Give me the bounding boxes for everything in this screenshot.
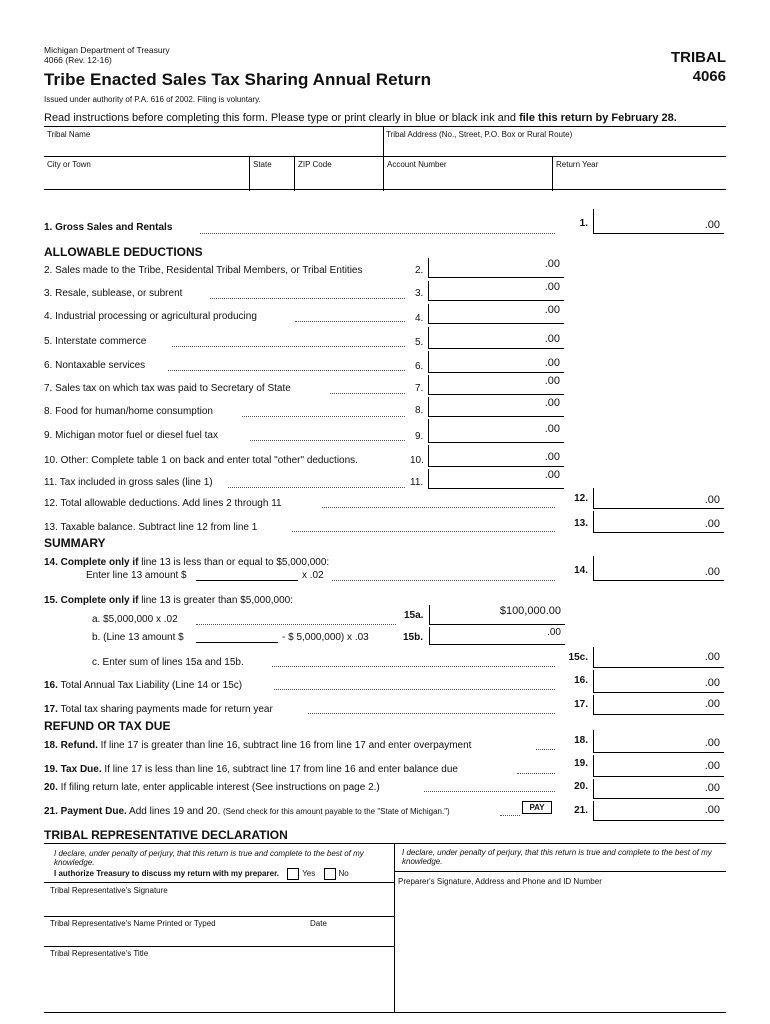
form-id-block	[671, 48, 726, 86]
line-1-label: 1. Gross Sales and Rentals	[44, 222, 173, 233]
perjury-statement-left: I declare, under penalty of perjury, that this return is true and complete to the best of my knowledge.	[54, 849, 364, 867]
agency-name: Michigan Department of Treasury	[44, 45, 170, 55]
form-revision: 4066 (Rev. 12-16)	[44, 55, 112, 65]
line-7-label: 7. Sales tax on which tax was paid to Secretary of State	[44, 383, 291, 394]
line-4-label: 4. Industrial processing or agricultural producing	[44, 311, 257, 322]
return-year-field[interactable]	[552, 157, 726, 191]
line-20-text: If filing return late, enter applicable interest (See instructions on page 2.)	[57, 782, 380, 793]
line-14-amount[interactable]: .00	[593, 556, 724, 581]
state-label: State	[253, 160, 272, 169]
city-label: City or Town	[47, 160, 91, 169]
line-17-label	[44, 704, 273, 715]
line-20-bold: 20.	[44, 782, 58, 793]
tribal-name-label: Tribal Name	[47, 130, 91, 139]
tribal-label: TRIBAL	[671, 49, 726, 66]
line-17-text: Total tax sharing payments made for return year	[57, 704, 273, 715]
summary-heading: SUMMARY	[44, 536, 106, 550]
line-9-label: 9. Michigan motor fuel or diesel fuel tax	[44, 430, 218, 441]
line-15c-label: c. Enter sum of lines 15a and 15b.	[92, 657, 244, 668]
line-7-number: 7.	[415, 383, 424, 394]
line-17-amount[interactable]: .00	[593, 695, 724, 715]
line-18-text: If line 17 is greater than line 16, subtract line 16 from line 17 and enter overpayment	[97, 740, 472, 751]
authorize-row	[54, 868, 349, 880]
line-17-number: 17.	[574, 699, 588, 710]
yes-label: Yes	[302, 869, 316, 879]
line-14-input[interactable]	[196, 580, 298, 581]
line-18-amount[interactable]: .00	[593, 730, 724, 753]
line-6-amount[interactable]: .00	[428, 351, 564, 373]
line-19-label	[44, 764, 458, 775]
line-21-amount[interactable]: .00	[593, 801, 724, 821]
line-8-number: 8.	[415, 405, 424, 416]
line-20-amount[interactable]: .00	[593, 779, 724, 799]
line-4-number: 4.	[415, 313, 424, 324]
line-15a-amount[interactable]: $100,000.00	[429, 605, 565, 625]
date-label: Date	[310, 919, 327, 928]
rep-signature-label: Tribal Representative's Signature	[50, 886, 168, 895]
line-3-amount[interactable]: .00	[428, 281, 564, 301]
line-20-label	[44, 782, 380, 793]
line-15c-amount[interactable]: .00	[593, 647, 724, 668]
declaration-heading: TRIBAL REPRESENTATIVE DECLARATION	[44, 828, 288, 842]
line-19-bold: 19. Tax Due.	[44, 764, 102, 775]
line-3-number: 3.	[415, 288, 424, 299]
line-15-condition: line 13 is greater than $5,000,000:	[138, 595, 294, 606]
city-field[interactable]	[44, 157, 249, 191]
line-5-label: 5. Interstate commerce	[44, 336, 147, 347]
line-12-amount[interactable]: .00	[593, 488, 724, 509]
line-18-bold: 18. Refund.	[44, 740, 98, 751]
form-number: 4066	[692, 68, 726, 85]
state-field[interactable]	[249, 157, 294, 191]
issued-note: Issued under authority of P.A. 616 of 2002. Filing is voluntary.	[44, 95, 261, 104]
line-6-label: 6. Nontaxable services	[44, 360, 146, 371]
page-title: Tribe Enacted Sales Tax Sharing Annual Return	[44, 70, 432, 89]
line-1-amount[interactable]: .00	[593, 209, 724, 234]
line-9-amount[interactable]: .00	[428, 419, 564, 443]
line-15b-number: 15b.	[403, 632, 424, 643]
authorize-text: I authorize Treasury to discuss my return with my preparer.	[54, 869, 279, 879]
line-5-amount[interactable]: .00	[428, 327, 564, 349]
rep-title-label: Tribal Representative's Title	[50, 949, 149, 958]
line-8-label: 8. Food for human/home consumption	[44, 406, 213, 417]
line-15-instruction	[44, 595, 293, 606]
line-19-number: 19.	[574, 758, 588, 769]
line-15b-formula: - $ 5,000,000) x .03	[282, 632, 369, 643]
line-2-amount[interactable]: .00	[428, 258, 564, 278]
line-12-label: 12. Total allowable deductions. Add lines 2 through 11	[44, 498, 282, 509]
line-14-multiplier: x .02	[302, 570, 324, 581]
instructions-line	[44, 112, 677, 124]
line-8-amount[interactable]: .00	[428, 397, 564, 417]
line-13-number: 13.	[574, 518, 588, 529]
line-15b-input[interactable]	[196, 642, 278, 643]
line-14-number: 14.	[574, 565, 588, 576]
line-19-amount[interactable]: .00	[593, 755, 724, 777]
line-13-amount[interactable]: .00	[593, 511, 724, 533]
line-15b-amount[interactable]: .00	[429, 627, 565, 645]
line-14-instruction	[44, 557, 329, 568]
tribal-address-field[interactable]	[383, 127, 726, 156]
line-21-note: (Send check for this amount payable to the "State of Michigan.")	[223, 807, 450, 816]
line-21-number: 21.	[574, 805, 588, 816]
line-21-text: Add lines 19 and 20.	[126, 806, 223, 817]
line-14-enter: Enter line 13 amount $	[86, 570, 187, 581]
line-4-amount[interactable]: .00	[428, 304, 564, 324]
line-17-bold: 17.	[44, 704, 58, 715]
no-label: No	[338, 869, 349, 879]
line-10-number: 10.	[410, 455, 424, 466]
return-year-label: Return Year	[556, 160, 599, 169]
allowable-deductions-heading: ALLOWABLE DEDUCTIONS	[44, 245, 203, 259]
identification-section	[44, 126, 726, 190]
account-field[interactable]	[383, 157, 552, 191]
rep-name-label: Tribal Representative's Name Printed or Typed	[50, 919, 216, 928]
account-label: Account Number	[387, 160, 447, 169]
line-21-label	[44, 806, 450, 817]
line-2-label: 2. Sales made to the Tribe, Residental Tribal Members, or Tribal Entities	[44, 265, 363, 276]
zip-field[interactable]	[294, 157, 383, 191]
line-16-label	[44, 680, 242, 691]
perjury-statement-right: I declare, under penalty of perjury, that this return is true and complete to the best of my knowledge.	[402, 848, 712, 866]
line-16-number: 16.	[574, 675, 588, 686]
line-10-label: 10. Other: Complete table 1 on back and enter total "other" deductions.	[44, 455, 358, 466]
line-16-bold: 16.	[44, 680, 58, 691]
yes-checkbox[interactable]	[287, 868, 299, 880]
line-15a-number: 15a.	[404, 610, 424, 621]
line-9-number: 9.	[415, 431, 424, 442]
zip-label: ZIP Code	[298, 160, 332, 169]
declaration-section	[44, 843, 726, 1013]
line-11-label: 11. Tax included in gross sales (line 1)	[44, 477, 213, 488]
line-13-label: 13. Taxable balance. Subtract line 12 from line 1	[44, 522, 258, 533]
line-15c-number: 15c.	[568, 652, 588, 663]
instructions-deadline: file this return by February 28.	[519, 112, 677, 124]
no-checkbox[interactable]	[324, 868, 336, 880]
tribal-address-label: Tribal Address (No., Street, P.O. Box or Rural Route)	[386, 130, 573, 139]
line-10-amount[interactable]: .00	[428, 445, 564, 467]
line-18-label	[44, 740, 471, 751]
line-7-amount[interactable]: .00	[428, 375, 564, 395]
line-3-label: 3. Resale, sublease, or subrent	[44, 288, 183, 299]
line-20-number: 20.	[574, 781, 588, 792]
line-19-text: If line 17 is less than line 16, subtract line 17 from line 16 and enter balance due	[101, 764, 458, 775]
line-12-number: 12.	[574, 493, 588, 504]
line-11-amount[interactable]: .00	[428, 469, 564, 489]
line-15b-label: b. (Line 13 amount $	[92, 632, 184, 643]
preparer-label: Preparer's Signature, Address and Phone and ID Number	[398, 877, 602, 886]
line-18-number: 18.	[574, 735, 588, 746]
tribal-name-field[interactable]	[44, 127, 383, 156]
line-1-number: 1.	[579, 218, 588, 229]
line-16-amount[interactable]: .00	[593, 670, 724, 693]
line-14-condition: line 13 is less than or equal to $5,000,000:	[138, 557, 330, 568]
line-16-text: Total Annual Tax Liability (Line 14 or 15c)	[57, 680, 243, 691]
refund-heading: REFUND OR TAX DUE	[44, 719, 171, 733]
line-14-bold: 14. Complete only if	[44, 557, 139, 568]
line-5-number: 5.	[415, 337, 424, 348]
line-15-bold: 15. Complete only if	[44, 595, 139, 606]
line-21-bold: 21. Payment Due.	[44, 806, 127, 817]
pay-badge: PAY	[522, 801, 552, 814]
instructions-text: Read instructions before completing this form. Please type or print clearly in blue or black ink and	[44, 112, 520, 124]
agency-block	[44, 45, 170, 65]
line-2-number: 2.	[415, 265, 424, 276]
line-11-number: 11.	[410, 477, 424, 488]
line-15a-label: a. $5,000,000 x .02	[92, 614, 178, 625]
line-6-number: 6.	[415, 361, 424, 372]
